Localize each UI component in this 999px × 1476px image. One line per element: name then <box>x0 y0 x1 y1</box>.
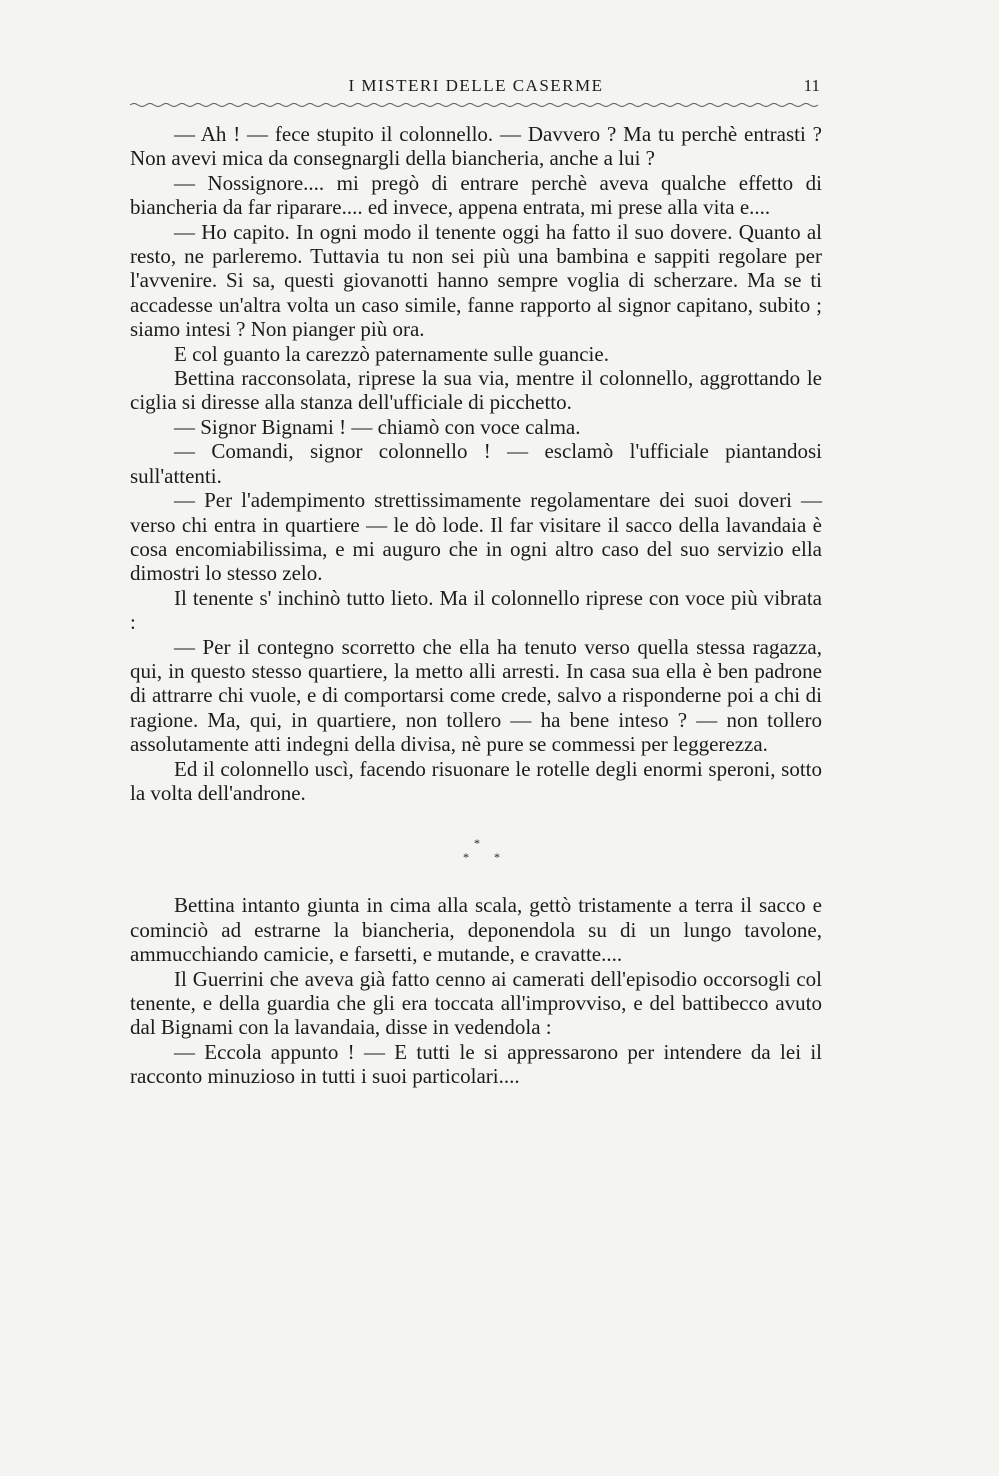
running-title: I MISTERI DELLE CASERME <box>348 76 604 95</box>
paragraph: Il tenente s' inchinò tutto lieto. Ma il colonnello riprese con voce più vibrata : <box>130 585 822 635</box>
page-body <box>130 122 822 1089</box>
paragraph: Il Guerrini che aveva già fatto cenno ai camerati dell'episodio occorsogli col tenente, e della guardia che gli era toccata all'improvviso, e del battibecco avuto dal Bignami con la lavandaia, disse in vedendola : <box>130 966 822 1040</box>
paragraph: Bettina intanto giunta in cima alla scala, gettò tristamente a terra il sacco e cominciò ad estrarne la biancheria, deponendola su di un lungo tavolone, ammucchiando camicie, e farsetti, e mutande, e cravatte.... <box>130 893 822 967</box>
paragraph: Ed il colonnello uscì, facendo risuonare le rotelle degli enormi speroni, sotto la volta dell'androne. <box>130 756 822 805</box>
paragraph: — Signor Bignami ! — chiamò con voce calma. <box>174 414 581 439</box>
separator-star-top: * <box>474 836 480 851</box>
running-header <box>130 76 822 104</box>
header-rule <box>130 102 822 108</box>
paragraph: — Comandi, signor colonnello ! — esclamò l'ufficiale piantandosi sull'attenti. <box>130 439 822 488</box>
paragraph: — Eccola appunto ! — E tutti le si appressarono per intendere da lei il racconto minuzioso in tutti i suoi particolari.... <box>130 1039 822 1089</box>
paragraph: — Nossignore.... mi pregò di entrare perchè aveva qualche effetto di biancheria da far riparare.... ed invece, appena entrata, mi prese alla vita e.... <box>130 170 822 220</box>
page-number: 11 <box>803 76 820 95</box>
paragraph: E col guanto la carezzò paternamente sulle guancie. <box>174 341 609 366</box>
paragraph: — Ho capito. In ogni modo il tenente oggi ha fatto il suo dovere. Quanto al resto, ne parleremo. Tuttavia tu non sei più una bambina e sappiti regolare per l'avvenire. Si sa, questi giovanotti hanno sempre voglia di scherzare. Ma se ti accadesse un'altra volta un caso simile, fanne rapporto al signor capitano, subito ; siamo intesi ? Non pianger più ora. <box>130 219 822 342</box>
paragraph: — Per l'adempimento strettissimamente regolamentare dei suoi doveri — verso chi entra in quartiere — le dò lode. Il far visitare il sacco della lavandaia è cosa encomiabilissima, e mi auguro che in ogni altro caso del suo servizio ella dimostri lo stesso zelo. <box>130 488 822 586</box>
paragraph: — Per il contegno scorretto che ella ha tenuto verso quella stessa ragazza, qui, in questo stesso quartiere, la metto alli arresti. In casa sua ella è ben padrone di attrarre chi vuole, e di comportarsi come crede, salvo a risponderne poi a chi di ragione. Ma, qui, in quartiere, non tollero — ha bene inteso ? — non tollero assolutamente atti indegni della divisa, nè pure se commessi per leggerezza. <box>130 634 822 757</box>
paragraph: Bettina racconsolata, riprese la sua via, mentre il colonnello, aggrottando le ciglia si diresse alla stanza dell'ufficiale di picchetto. <box>130 366 822 415</box>
section-separator <box>130 813 822 885</box>
paragraph: — Ah ! — fece stupito il colonnello. — Davvero ? Ma tu perchè entrasti ? Non avevi mica da consegnargli della biancheria, anche a lui ? <box>130 122 822 171</box>
separator-stars-bottom: * * <box>463 850 511 865</box>
